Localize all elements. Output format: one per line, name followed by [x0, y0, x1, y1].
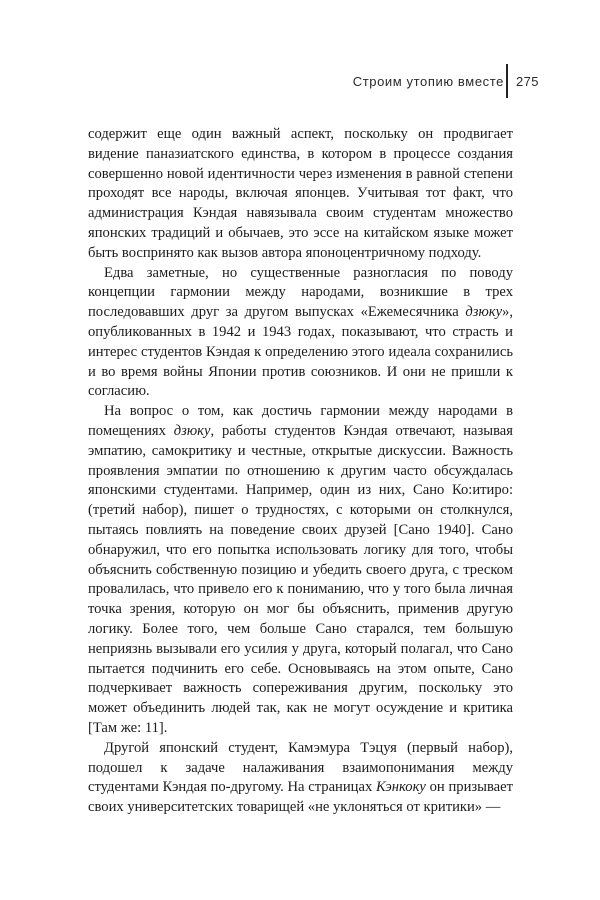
body-text [88, 125, 513, 818]
paragraph-2-italic-term: дзюку [465, 304, 503, 321]
paragraph-3-italic-term: дзюку [173, 422, 211, 439]
paragraph-4 [88, 739, 513, 818]
running-head-title: Строим утопию вместе [352, 74, 504, 89]
paragraph-3 [88, 402, 513, 739]
paragraph-1-text: содержит еще один важный аспект, поскольку он продвигает видение паназиатского единства, в котором в процессе создания совершенно новой идентичности через изменения в равной степени проходят все народы, включая японцев. Учитывая тот факт, что администрация Кэндая навязывала своим студентам множество японских традиций и обычаев, это эссе на китайском языке может быть воспринято как вызов автора японоцентричному подходу. [88, 126, 513, 261]
paragraph-4-text-a: Другой японский студент, Камэмура Тэцуя (первый набор), подошел к задаче налаживания взаимопонимания между студентами Кэндая по-другому. На страницах [88, 739, 513, 796]
paragraph-4-text-b: он призывает своих университетских товарищей «не уклоняться от критики» — [88, 779, 514, 816]
paragraph-3-text-a: На вопрос о том, как достичь гармонии между народами в помещениях [88, 403, 513, 439]
paragraph-2-text-a: Едва заметные, но существенные разногласия по поводу концепции гармонии между народами, возникшие в трех последовавших друг за другом выпусках «Ежемесячника [88, 264, 513, 321]
header-vertical-rule [506, 64, 508, 98]
paragraph-1 [88, 125, 513, 264]
paragraph-4-italic-term: Кэнкоку [376, 779, 426, 796]
page-number: 275 [516, 74, 539, 89]
paragraph-2-text-b: », опубликованных в 1942 и 1943 годах, показывают, что страсть и интерес студентов Кэндая к определению этого идеала сохранились и во время войны Японии против союзников. И они не пришли к согласию. [88, 304, 513, 400]
paragraph-3-text-b: , работы студентов Кэндая отвечают, называя эмпатию, самокритику и честные, открытые дискуссии. Важность проявления эмпатии по отношению к другим часто обсуждалась японскими студентами. Например, один из них, Сано Ко:итиро: (третий набор), пишет о трудностях, с которыми он столкнулся, пытаясь повлиять на поведение своих друзей [Сано 1940]. Сано обнаружил, что его попытка использовать логику для того, чтобы объяснить собственную позицию и убедить своего друга, с треском провалилась, что привело его к пониманию, что у того была личная точка зрения, которую он мог бы объяснить, применив другую логику. Более того, чем больше Сано старался, тем большую неприязнь вызывали его усилия у друга, который полагал, что Сано пытается подчинить его себе. Основываясь на этом опыте, Сано подчеркивает важность сопереживания другим, поскольку это может объединить людей так, как не могут осуждение и критика [Там же: 11]. [88, 422, 513, 736]
paragraph-2 [88, 264, 513, 403]
